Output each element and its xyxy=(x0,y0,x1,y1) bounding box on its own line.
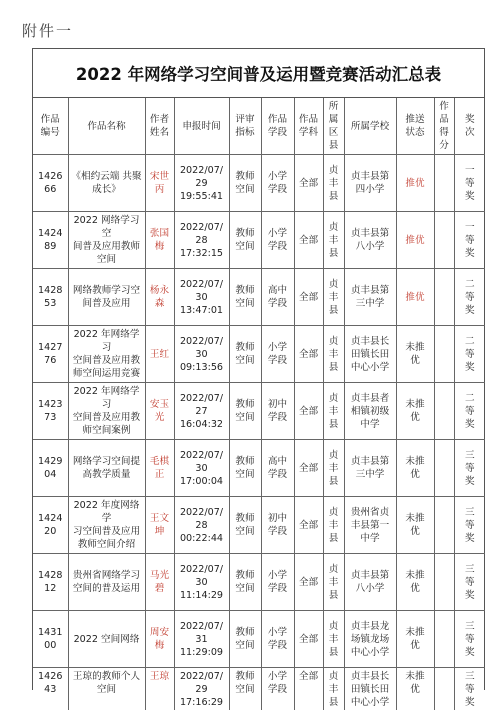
cell-time: 2022/07/ 30 11:14:29 xyxy=(174,554,229,611)
cell-id: 1424 89 xyxy=(33,212,68,269)
cell-name: 《相约云端 共聚 成长》 xyxy=(68,155,145,212)
cell-author: 安玉 光 xyxy=(145,383,174,440)
cell-stage: 小学 学段 xyxy=(261,155,294,212)
cell-status: 未推 优 xyxy=(396,383,434,440)
cell-criteria: 教师 空间 xyxy=(229,668,261,710)
cell-status: 推优 xyxy=(396,155,434,212)
cell-subject: 全部 xyxy=(294,383,323,440)
header-subject: 作品 学科 xyxy=(294,98,323,155)
cell-author: 王红 xyxy=(145,326,174,383)
header-score: 作 品 得 分 xyxy=(434,98,454,155)
cell-school: 贞丰县第 三中学 xyxy=(344,440,396,497)
header-award: 奖 次 xyxy=(454,98,485,155)
cell-time: 2022/07/ 30 17:00:04 xyxy=(174,440,229,497)
cell-school: 贞丰县者 相镇初级 中学 xyxy=(344,383,396,440)
cell-criteria: 教师 空间 xyxy=(229,155,261,212)
cell-subject: 全部 xyxy=(294,326,323,383)
cell-stage: 高中 学段 xyxy=(261,440,294,497)
cell-subject: 全部 xyxy=(294,554,323,611)
cell-author: 宋世 丙 xyxy=(145,155,174,212)
cell-score xyxy=(434,440,454,497)
cell-name: 2022 年网络学习 空间普及应用教 师空间运用竞赛 xyxy=(68,326,145,383)
table-row xyxy=(33,326,485,383)
cell-status: 未推 优 xyxy=(396,554,434,611)
cell-status: 未推 优 xyxy=(396,611,434,668)
cell-id: 1428 53 xyxy=(33,269,68,326)
cell-name: 2022 网络学习空 间普及应用教师 空间 xyxy=(68,212,145,269)
cell-status: 未推 优 xyxy=(396,668,434,710)
cell-criteria: 教师 空间 xyxy=(229,326,261,383)
table-row xyxy=(33,668,485,710)
cell-time: 2022/07/ 29 19:55:41 xyxy=(174,155,229,212)
cell-county: 贞 丰 县 xyxy=(323,554,344,611)
cell-id: 1424 20 xyxy=(33,497,68,554)
cell-name: 贵州省网络学习 空间的普及运用 xyxy=(68,554,145,611)
cell-time: 2022/07/ 31 11:29:09 xyxy=(174,611,229,668)
cell-status: 未推 优 xyxy=(396,497,434,554)
cell-stage: 小学 学段 xyxy=(261,668,294,710)
cell-id: 1427 76 xyxy=(33,326,68,383)
cell-subject: 全部 xyxy=(294,668,323,710)
cell-time: 2022/07/ 27 16:04:32 xyxy=(174,383,229,440)
header-stage: 作品 学段 xyxy=(261,98,294,155)
cell-school: 贵州省贞 丰县第一 中学 xyxy=(344,497,396,554)
cell-criteria: 教师 空间 xyxy=(229,611,261,668)
annex-label: 附件一 xyxy=(22,20,73,41)
cell-school: 贞丰县长 田镇长田 中心小学 xyxy=(344,326,396,383)
table-header-row xyxy=(33,98,485,155)
cell-author: 毛棋 正 xyxy=(145,440,174,497)
cell-score xyxy=(434,326,454,383)
cell-county: 贞 丰 县 xyxy=(323,155,344,212)
cell-time: 2022/07/ 28 00:22:44 xyxy=(174,497,229,554)
cell-score xyxy=(434,212,454,269)
cell-time: 2022/07/ 28 17:32:15 xyxy=(174,212,229,269)
cell-author: 杨永 森 xyxy=(145,269,174,326)
cell-id: 1431 00 xyxy=(33,611,68,668)
table-row xyxy=(33,269,485,326)
cell-subject: 全部 xyxy=(294,611,323,668)
cell-id: 1426 43 xyxy=(33,668,68,710)
cell-criteria: 教师 空间 xyxy=(229,383,261,440)
cell-county: 贞 丰 县 xyxy=(323,212,344,269)
cell-county: 贞 丰 县 xyxy=(323,668,344,710)
cell-time: 2022/07/ 30 09:13:56 xyxy=(174,326,229,383)
cell-award: 二 等 奖 xyxy=(454,326,485,383)
cell-school: 贞丰县第 四小学 xyxy=(344,155,396,212)
cell-stage: 高中 学段 xyxy=(261,269,294,326)
cell-criteria: 教师 空间 xyxy=(229,497,261,554)
summary-table xyxy=(33,98,485,710)
cell-award: 三 等 奖 xyxy=(454,440,485,497)
cell-county: 贞 丰 县 xyxy=(323,497,344,554)
cell-name: 网络学习空间提 高教学质量 xyxy=(68,440,145,497)
cell-stage: 初中 学段 xyxy=(261,383,294,440)
cell-school: 贞丰县第 八小学 xyxy=(344,554,396,611)
table-row xyxy=(33,383,485,440)
cell-criteria: 教师 空间 xyxy=(229,269,261,326)
cell-award: 二 等 奖 xyxy=(454,269,485,326)
cell-county: 贞 丰 县 xyxy=(323,611,344,668)
cell-award: 三 等 奖 xyxy=(454,497,485,554)
cell-time: 2022/07/ 29 17:16:29 xyxy=(174,668,229,710)
cell-school: 贞丰县长 田镇长田 中心小学 xyxy=(344,668,396,710)
cell-subject: 全部 xyxy=(294,440,323,497)
cell-id: 1423 73 xyxy=(33,383,68,440)
cell-school: 贞丰县第 八小学 xyxy=(344,212,396,269)
cell-author: 周安 梅 xyxy=(145,611,174,668)
cell-name: 2022 年网络学习 空间普及应用教 师空间案例 xyxy=(68,383,145,440)
table-row xyxy=(33,611,485,668)
cell-county: 贞 丰 县 xyxy=(323,326,344,383)
cell-id: 1426 66 xyxy=(33,155,68,212)
cell-score xyxy=(434,554,454,611)
table-row xyxy=(33,497,485,554)
cell-subject: 全部 xyxy=(294,269,323,326)
cell-name: 2022 空间网络 xyxy=(68,611,145,668)
table-row xyxy=(33,155,485,212)
cell-status: 推优 xyxy=(396,269,434,326)
cell-score xyxy=(434,668,454,710)
header-name: 作品名称 xyxy=(68,98,145,155)
cell-name: 王琼的教师个人 空间 xyxy=(68,668,145,710)
cell-subject: 全部 xyxy=(294,155,323,212)
cell-score xyxy=(434,155,454,212)
cell-award: 三 等 奖 xyxy=(454,611,485,668)
cell-award: 三 等 奖 xyxy=(454,668,485,710)
cell-criteria: 教师 空间 xyxy=(229,554,261,611)
header-status: 推送 状态 xyxy=(396,98,434,155)
cell-name: 网络教师学习空 间普及应用 xyxy=(68,269,145,326)
cell-score xyxy=(434,611,454,668)
cell-author: 王琼 xyxy=(145,668,174,710)
header-author: 作者 姓名 xyxy=(145,98,174,155)
cell-county: 贞 丰 县 xyxy=(323,440,344,497)
cell-award: 一 等 奖 xyxy=(454,155,485,212)
cell-school: 贞丰县第 三中学 xyxy=(344,269,396,326)
cell-name: 2022 年度网络学 习空间普及应用 教师空间介绍 xyxy=(68,497,145,554)
sheet-title: 2022 年网络学习空间普及运用暨竞赛活动汇总表 xyxy=(33,49,484,98)
table-row xyxy=(33,440,485,497)
header-id: 作品 编号 xyxy=(33,98,68,155)
cell-stage: 小学 学段 xyxy=(261,611,294,668)
header-county: 所 属 区 县 xyxy=(323,98,344,155)
cell-subject: 全部 xyxy=(294,497,323,554)
cell-award: 一 等 奖 xyxy=(454,212,485,269)
cell-id: 1428 12 xyxy=(33,554,68,611)
cell-score xyxy=(434,383,454,440)
cell-score xyxy=(434,497,454,554)
header-school: 所属学校 xyxy=(344,98,396,155)
cell-author: 马光 碧 xyxy=(145,554,174,611)
cell-stage: 初中 学段 xyxy=(261,497,294,554)
cell-subject: 全部 xyxy=(294,212,323,269)
cell-criteria: 教师 空间 xyxy=(229,440,261,497)
cell-county: 贞 丰 县 xyxy=(323,269,344,326)
cell-county: 贞 丰 县 xyxy=(323,383,344,440)
cell-stage: 小学 学段 xyxy=(261,554,294,611)
cell-award: 二 等 奖 xyxy=(454,383,485,440)
cell-stage: 小学 学段 xyxy=(261,326,294,383)
cell-stage: 小学 学段 xyxy=(261,212,294,269)
cell-author: 王文 坤 xyxy=(145,497,174,554)
header-time: 申报时间 xyxy=(174,98,229,155)
cell-id: 1429 04 xyxy=(33,440,68,497)
cell-criteria: 教师 空间 xyxy=(229,212,261,269)
table-row xyxy=(33,554,485,611)
cell-status: 推优 xyxy=(396,212,434,269)
cell-time: 2022/07/ 30 13:47:01 xyxy=(174,269,229,326)
cell-author: 张国 梅 xyxy=(145,212,174,269)
cell-school: 贞丰县龙 场镇龙场 中心小学 xyxy=(344,611,396,668)
cell-score xyxy=(434,269,454,326)
cell-award: 三 等 奖 xyxy=(454,554,485,611)
header-criteria: 评审 指标 xyxy=(229,98,261,155)
cell-status: 未推 优 xyxy=(396,440,434,497)
summary-sheet xyxy=(32,48,485,690)
cell-status: 未推 优 xyxy=(396,326,434,383)
table-row xyxy=(33,212,485,269)
